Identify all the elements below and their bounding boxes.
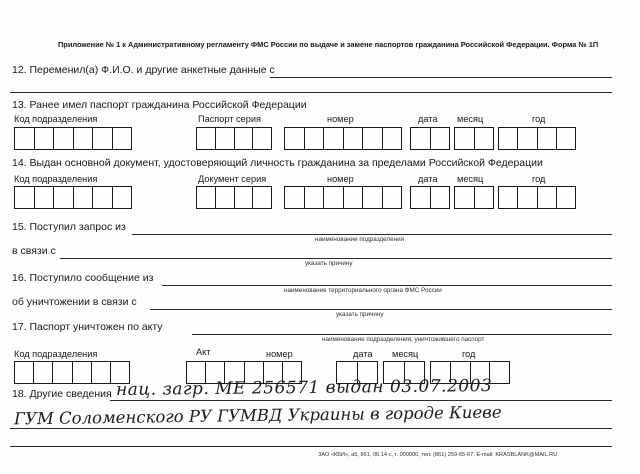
section-12-label: 12. Переменил(а) Ф.И.О. и другие анкетные данные с	[12, 64, 275, 76]
section-14-code-label: Код подразделения	[14, 174, 98, 184]
section-17-unit-line[interactable]	[192, 334, 612, 335]
section-14-month-label: месяц	[457, 174, 484, 184]
section-18-line-2[interactable]	[10, 428, 612, 429]
section-16-source-line[interactable]	[162, 285, 612, 286]
section-14-code-boxes[interactable]	[14, 186, 132, 209]
section-13-date-label: дата	[418, 114, 438, 124]
section-13-series-label: Паспорт серия	[198, 114, 261, 124]
section-18-line-1[interactable]	[110, 400, 612, 401]
section-18-label: 18. Другие сведения	[12, 388, 112, 400]
section-15-caption-reason: указать причину	[305, 260, 353, 267]
section-13-month-label: месяц	[457, 114, 484, 124]
section-13-code-label: Код подразделения	[14, 114, 98, 124]
section-14-number-label: номер	[327, 174, 354, 184]
section-13-label: 13. Ранее имел паспорт гражданина Российской Федерации	[12, 99, 307, 111]
section-12-fill-line-2[interactable]	[10, 92, 612, 93]
section-16-caption-reason: указать причину	[336, 311, 384, 318]
section-13-date-boxes[interactable]	[410, 127, 450, 150]
section-13-code-boxes[interactable]	[14, 127, 132, 150]
section-16-reason-label: об уничтожении в связи с	[12, 296, 137, 308]
section-17-month-label: месяц	[392, 349, 419, 359]
section-17-label: 17. Паспорт уничтожен по акту	[12, 321, 163, 333]
section-17-act-label: Акт	[196, 347, 211, 357]
section-18-handwriting-2: ГУМ Соломенского РУ ГУМВД Украины в городе Киеве	[13, 402, 502, 429]
section-15-caption-source: наименование подразделения	[315, 236, 405, 243]
form-header: Приложение № 1 к Административному регламенту ФМС России по выдаче и замене паспортов гражданина Российской Федерации. Форма № 1П	[58, 40, 599, 49]
section-13-year-boxes[interactable]	[498, 127, 576, 150]
section-17-caption-unit: наименование подразделения, уничтожившего паспорт	[322, 336, 485, 343]
section-17-year-label: год	[462, 349, 476, 359]
section-13-number-boxes[interactable]	[284, 127, 402, 150]
section-14-label: 14. Выдан основной документ, удостоверяющий личность гражданина за пределами Российской Федерации	[12, 157, 543, 169]
section-13-year-label: год	[532, 114, 546, 124]
section-13-series-boxes[interactable]	[196, 127, 272, 150]
section-14-number-boxes[interactable]	[284, 186, 402, 209]
section-14-month-boxes[interactable]	[454, 186, 494, 209]
section-17-code-boxes[interactable]	[14, 361, 130, 384]
section-14-series-boxes[interactable]	[196, 186, 272, 209]
section-17-number-label: номер	[266, 349, 293, 359]
section-15-source-line[interactable]	[132, 234, 612, 235]
section-16-reason-line[interactable]	[150, 309, 612, 310]
section-14-year-boxes[interactable]	[498, 186, 576, 209]
section-13-number-label: номер	[327, 114, 354, 124]
section-16-caption-source: наименование территориального органа ФМС России	[284, 287, 442, 294]
section-14-year-label: год	[532, 174, 546, 184]
section-18-handwriting-1: нац. загр. МЕ 256571 выдан 03.07.2003	[115, 376, 493, 400]
section-16-label: 16. Поступило сообщение из	[12, 272, 154, 284]
section-17-date-label: дата	[353, 349, 373, 359]
section-14-series-label: Документ серия	[198, 174, 267, 184]
section-14-date-boxes[interactable]	[410, 186, 450, 209]
section-14-date-label: дата	[418, 174, 438, 184]
section-15-reason-line[interactable]	[60, 258, 612, 259]
section-12-fill-line[interactable]	[270, 77, 612, 78]
section-15-reason-label: в связи с	[12, 245, 56, 257]
section-15-label: 15. Поступил запрос из	[12, 221, 126, 233]
section-18-line-3[interactable]	[10, 446, 612, 447]
printer-footer: ЗАО «КБИ», а5, 861, 06.14 г., т. 000000, тел. (861) 259-65-67. E-mail: KRASBLANK@MAIL.RU	[318, 452, 558, 458]
section-17-code-label: Код подразделения	[14, 349, 98, 359]
section-13-month-boxes[interactable]	[454, 127, 494, 150]
